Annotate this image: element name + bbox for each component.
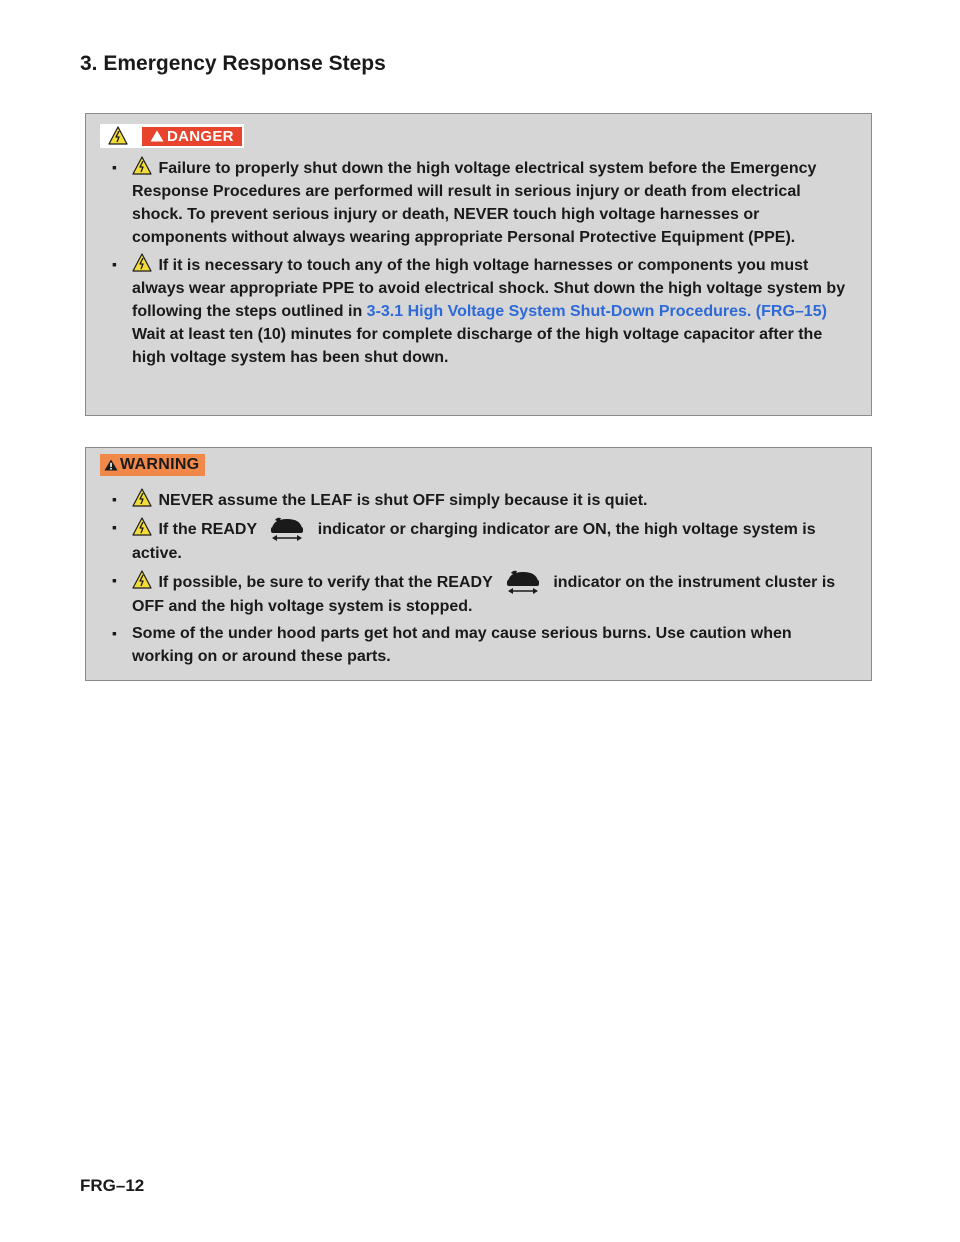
- danger-label: [142, 127, 242, 146]
- high-voltage-warning-icon: [132, 570, 152, 590]
- list-item: ▪ If possible, be sure to verify that the READY indicator on the instrument cluster is OFF and the high voltage system is stopped.: [112, 569, 847, 618]
- danger-label-text: DANGER: [167, 127, 234, 145]
- danger-signal-row: [100, 124, 244, 148]
- alert-triangle-icon: [150, 130, 164, 142]
- list-item: ▪ NEVER assume the LEAF is shut OFF simply because it is quiet.: [112, 488, 847, 512]
- high-voltage-warning-icon: [132, 488, 152, 508]
- shutdown-procedures-link[interactable]: 3-3.1 High Voltage System Shut-Down Procedures. (FRG–15): [366, 303, 827, 320]
- ready-indicator-car-icon: [267, 516, 307, 542]
- high-voltage-warning-icon: [132, 517, 152, 537]
- list-item: ▪ If the READY indicator or charging indicator are ON, the high voltage system is active.: [112, 516, 847, 565]
- page-number: FRG–12: [80, 1176, 145, 1195]
- warning-label: [100, 454, 205, 476]
- warning-list: [112, 488, 847, 672]
- danger-box: [85, 113, 872, 416]
- list-item: ▪ Failure to properly shut down the high voltage electrical system before the Emergency Response Procedures are performed will result in serious injury or death from electrical shock. To prevent serious injury or death, NEVER touch high voltage harnesses or components without always wearing appropriate Personal Protective Equipment (PPE).: [112, 156, 847, 249]
- danger-list: [112, 156, 847, 373]
- list-item: ▪ If it is necessary to touch any of the high voltage harnesses or components you must always wear appropriate PPE to avoid electrical shock. Shut down the high voltage system by following the steps outlined in 3-3.1 High Voltage System Shut-Down Procedures. (FRG–15) Wait at least ten (10) minutes for complete discharge of the high voltage capacitor after the high voltage system has been shut down.: [112, 253, 847, 369]
- section-heading: 3. Emergency Response Steps: [80, 52, 386, 75]
- warning-box: [85, 447, 872, 681]
- high-voltage-warning-icon: [108, 126, 128, 146]
- high-voltage-warning-icon: [132, 253, 152, 273]
- list-item: ▪ Some of the under hood parts get hot and may cause serious burns. Use caution when working on or around these parts.: [112, 622, 847, 668]
- warning-label-text: WARNING: [120, 456, 200, 473]
- high-voltage-warning-icon: [132, 156, 152, 176]
- alert-triangle-icon: [104, 459, 118, 471]
- ready-indicator-car-icon: [503, 569, 543, 595]
